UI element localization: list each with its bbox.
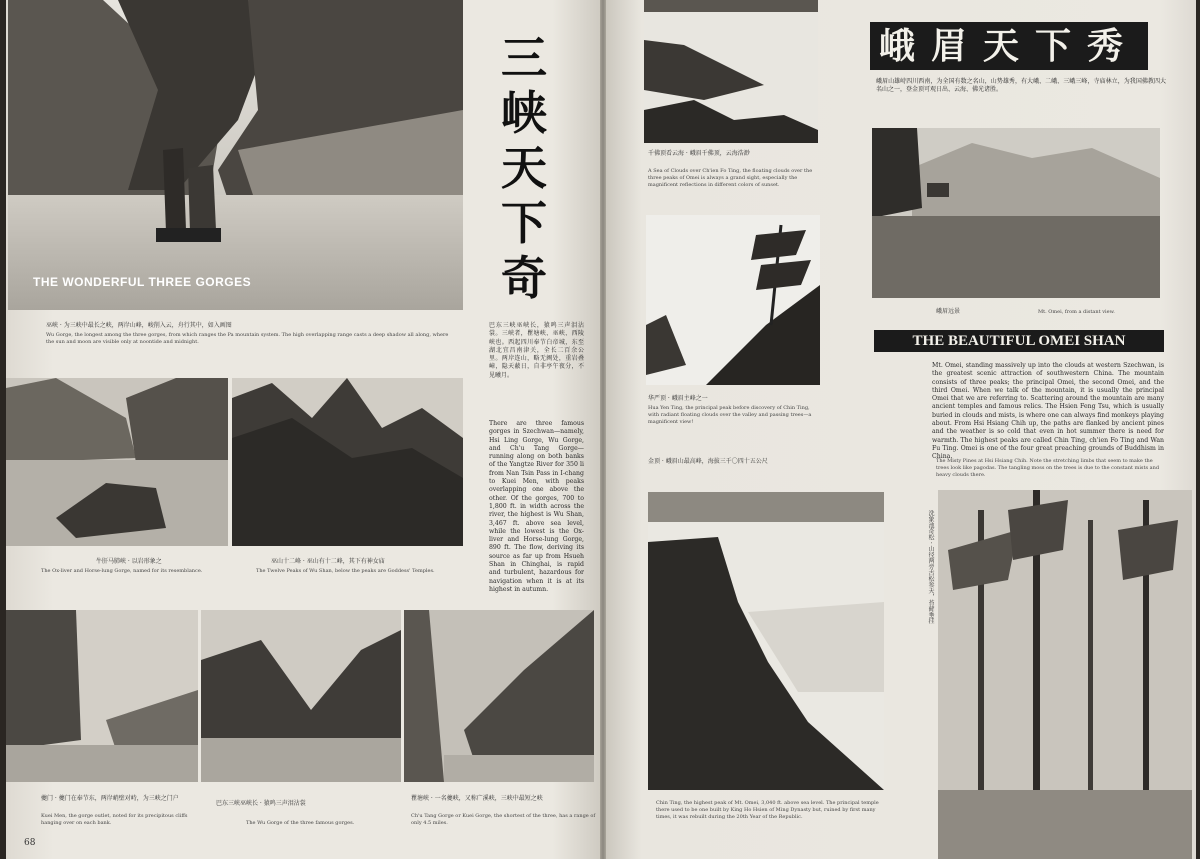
page-number: 68	[24, 838, 36, 848]
photo-twelve-peaks	[232, 378, 463, 546]
left-page	[6, 0, 600, 859]
banner-omei-cn: 峨眉天下秀	[870, 22, 1148, 70]
caption-mid1-en: The Ox-liver and Horse-lung Gorge, named for its resemblance.	[41, 568, 203, 574]
caption-top-cn: 巫峡 · 为三峡中最长之峡，两岸山峰，峻削入云，舟行其中，如入画图	[46, 322, 232, 329]
caption-r3-en: Mt. Omei, from a distant view.	[1038, 309, 1115, 315]
caption-mid1-cn: 牛肝马肺峡 · 以岩形象之	[96, 558, 162, 565]
caption-b1-cn: 夔门 · 夔门在奉节东，两岸峭壁对峙，为三峡之门户	[41, 795, 179, 802]
title-char-3: 天	[501, 141, 547, 195]
caption-r5-cn: 洗象池奇松 · 山径两旁古松参天，苔藓垂挂	[927, 510, 934, 624]
caption-top-en: Wu Gorge, the longest among the three gorges, from which ranges the Pa mountain system. The high overlapping range casts a deep shadow all along, where the sun and moon are visible only at noontide and midnight.	[46, 332, 449, 345]
caption-r2-en: Hua Yen Ting, the principal peak before discovery of Chin Ting, with radiant floating clouds over the valley and passing trees—a magnificent view!	[648, 405, 812, 425]
photo-sea-of-clouds	[644, 0, 818, 143]
photo-wu-gorge-junk	[8, 0, 463, 310]
intro-cn-omei: 峨眉山雄峙四川西南，为全国有数之名山，山势雄秀，有大峨、二峨、三峨三峰，寺庙林立，为我国佛教四大名山之一，登金顶可观日出、云海、佛光诸胜。	[876, 78, 1166, 94]
title-char-2: 峡	[501, 86, 547, 140]
caption-b3-cn: 瞿塘峡 · 一名夔峡，又称广溪峡，三峡中最短之峡	[411, 795, 543, 802]
photo-chin-ting	[648, 492, 884, 790]
caption-b1-en: Kuei Men, the gorge outlet, noted for its precipitous cliffs hanging over on each bank.	[41, 813, 188, 826]
caption-r1-en: A Sea of Clouds over Ch'ien Fo Ting, the floating clouds over the three peaks of Omei is always a grand sight, especially the magnificent reflections in different colors of sunset.	[648, 168, 813, 188]
caption-r4-cn: 金顶 · 峨眉山最高峰，海拔三千〇四十五公尺	[648, 458, 768, 465]
photo-chu-tang-gorge	[404, 610, 594, 782]
caption-r5-en: Chin Ting, the highest peak of Mt. Omei, 3,040 ft. above sea level. The principal temple there used to be one built by King Ho Hsien of Ming Dynasty but, ruined by first many times, it was rebuilt during the 20th Year of the Republic.	[656, 800, 879, 820]
photo-omei-distant	[872, 128, 1160, 298]
title-char-4: 下	[501, 196, 547, 250]
photo-hua-yen-ting	[646, 215, 820, 385]
photo-kuei-men	[6, 610, 198, 782]
photo-misty-pines	[938, 490, 1192, 859]
caption-r4-en: The Misty Pines at Hsi Hsiang Chih. Note the stretching limbs that seem to make the trees look like pagodas. The tangling moss on the trees is due to the constant mists and heavy clouds there.	[936, 458, 1160, 478]
intro-en: There are three famous gorges in Szechwan—namely, Hsi Ling Gorge, Wu Gorge, and Ch'u Tang Gorge—running along on both banks of the Yangtze River for 350 li from Nan Tsin Pass in I-chang to Kuei Men, with peaks overlapping one above the other. Of the gorges, 700 to 1,800 ft. in width across the river, the highest is Wu Shan, 3,467 ft. above sea level, while the lowest is the Ox-liver and Horse-lung Gorge, 890 ft. The flow, deriving its source as far up from Hsueh Shan in Chinghai, is rapid and turbulent, hazardous for navigation when it is at its highest in autumn.	[489, 420, 584, 593]
title-char-1: 三	[501, 31, 547, 85]
intro-cn: 巴东三峡巫峡长，猿鸣三声泪沾裳。三峡者，瞿塘峡、巫峡、西陵峡也。西起四川奉节白帝城，东至湖北宜昌南津关，全长二百余公里。两岸连山，略无阙处，重岩叠嶂，隐天蔽日，自非亭午夜分，不见曦月。	[489, 322, 584, 379]
caption-b3-en: Ch'u Tang Gorge or Kuei Gorge, the shortest of the three, has a range of only 4.5 miles.	[411, 813, 596, 826]
caption-b2-en: The Wu Gorge of the three famous gorges.	[246, 820, 355, 826]
intro-en-omei: Mt. Omei, standing massively up into the clouds at western Szechwan, is the greatest scenic attraction of southwestern China. The mountain consists of three peaks; the principal Omei, the second Omei, and the third Omei. When we talk of the mountain, it is usually the principal Omei that we are referring to. Scattering around the mountain are many ancient temples and famous relics. The Hsien Feng Tsu, which is usually buried in clouds and mists, is where one can always find monkeys playing about. From Hsi Hsiang Chih up, the paths are flanked by ancient pines and the weather is so cold that even in hot summer there is need for warmth. The highest peaks are called Chin Ting, ch'ien Fo Ting and Wan Fu Ting. Omei is one of the four great preaching grounds of Buddhism in China.	[932, 362, 1164, 461]
right-page	[606, 0, 1196, 859]
photo-wu-gorge	[201, 610, 401, 782]
caption-mid2-en: The Twelve Peaks of Wu Shan, below the peaks are Goddess' Temples.	[256, 568, 435, 574]
caption-r1-cn: 千佛顶看云海 · 峨眉千佛顶，云海浩渺	[648, 150, 750, 157]
title-en-three-gorges: THE WONDERFUL THREE GORGES	[33, 275, 252, 289]
photo-ox-liver-gorge	[6, 378, 228, 546]
title-cn-three-gorges	[491, 22, 561, 312]
title-en-omei: THE BEAUTIFUL OMEI SHAN	[874, 330, 1164, 352]
caption-r3-cn: 峨眉远景	[936, 308, 961, 315]
caption-b2-cn: 巴东三峡巫峡长 · 猿鸣三声泪沾裳	[216, 800, 306, 807]
caption-mid2-cn: 巫山十二峰 · 巫山有十二峰，其下有神女庙	[271, 558, 385, 565]
title-char-5: 奇	[501, 251, 547, 305]
caption-r2-cn: 华严顶 · 峨眉主峰之一	[648, 395, 708, 402]
